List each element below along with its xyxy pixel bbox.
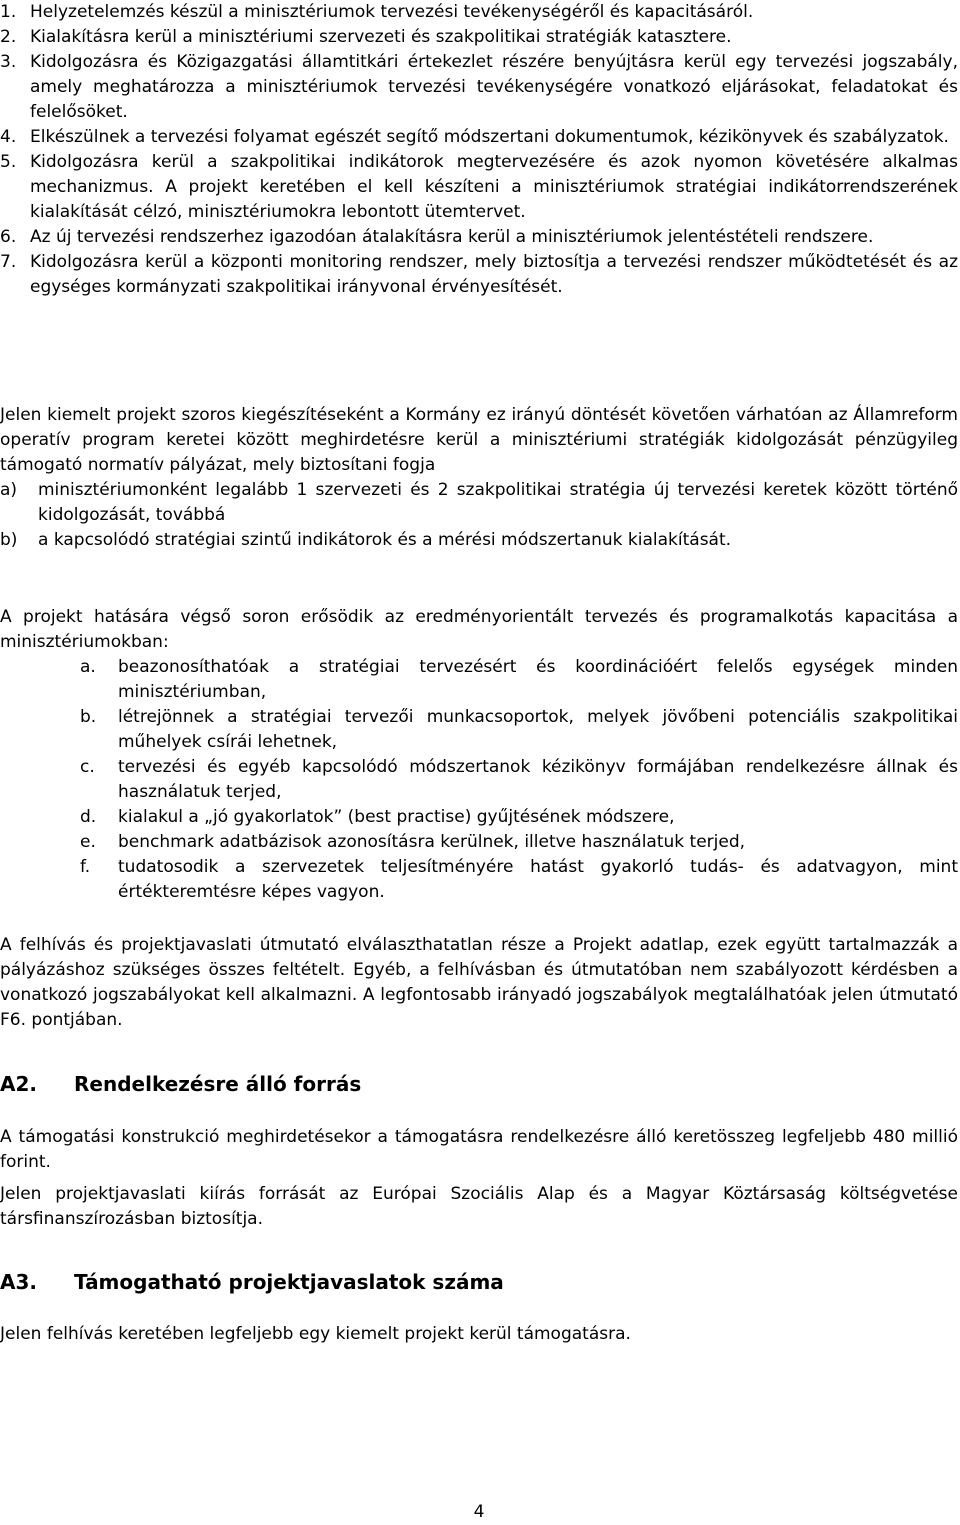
list-item xyxy=(0,125,958,150)
list-item xyxy=(80,830,958,855)
list-item xyxy=(80,655,958,705)
list-text: a kapcsolódó stratégiai szintű indikátorok és a mérési módszertanuk kialakítását. xyxy=(38,530,732,550)
numbered-list xyxy=(0,0,958,300)
list-text: benchmark adatbázisok azonosításra kerülnek, illetve használatuk terjed, xyxy=(118,832,746,852)
list-text: Kidolgozásra és Közigazgatási államtitkári értekezlet részére benyújtásra kerül egy tervezési jogszabály, amely meghatározza a minisztériumok tervezési tevékenységére vonatkozó eljárásokat, feladatokat és felelősöket. xyxy=(30,52,958,122)
list-item xyxy=(0,0,958,25)
list-text: Kidolgozásra kerül a központi monitoring rendszer, mely biztosítja a tervezési rendszer működtetését és az egységes kormányzati szakpolitikai irányvonal érvényesítését. xyxy=(30,252,958,297)
section-heading-a2 xyxy=(0,1072,361,1097)
list-item xyxy=(0,250,958,300)
list-text: Helyzetelemzés készül a minisztériumok tervezési tevékenységéről és kapacitásáról. xyxy=(30,2,754,22)
list-number: 5. xyxy=(0,152,17,172)
list-label: e. xyxy=(80,832,96,852)
list-text: tervezési és egyéb kapcsolódó módszertanok kézikönyv formájában rendelkezésre állnak és használatuk terjed, xyxy=(118,757,958,802)
list-item xyxy=(0,528,958,553)
list-item xyxy=(80,755,958,805)
list-label: a. xyxy=(80,657,96,677)
paragraph-projekt-szama xyxy=(0,1322,958,1347)
paragraph-kiemelt-projekt xyxy=(0,403,958,553)
list-item xyxy=(80,855,958,905)
lettered-list xyxy=(80,655,958,905)
list-text: tudatosodik a szervezetek teljesítményére hatást gyakorló tudás- és adatvagyon, mint értékteremtésre képes vagyon. xyxy=(118,857,958,902)
list-item xyxy=(0,50,958,125)
list-text: Az új tervezési rendszerhez igazodóan átalakításra kerül a minisztériumok jelentéstételi rendszere. xyxy=(30,227,874,247)
heading-title: Rendelkezésre álló forrás xyxy=(74,1072,362,1096)
list-item xyxy=(0,478,958,528)
paragraph-text: A támogatási konstrukció meghirdetésekor a támogatásra rendelkezésre álló keretösszeg legfeljebb 480 millió forint. xyxy=(0,1127,958,1172)
list-text: Kidolgozásra kerül a szakpolitikai indikátorok megtervezésére és azok nyomon követésére alkalmas mechanizmus. A projekt keretében el kell készíteni a minisztériumok stratégiai indikátorrendszerének kialakítását célzó, minisztériumokra lebontott ütemtervet. xyxy=(30,152,958,222)
list-item xyxy=(0,150,958,225)
list-number: 4. xyxy=(0,127,17,147)
list-text: beazonosíthatóak a stratégiai tervezésért és koordinációért felelős egységek minden minisztériumban, xyxy=(118,657,958,702)
paragraph-projekt-hatasa xyxy=(0,605,958,655)
list-label: c. xyxy=(80,757,95,777)
list-label: d. xyxy=(80,807,97,827)
section-heading-a3 xyxy=(0,1270,504,1295)
paragraph-tamogatasi-konstrukcio xyxy=(0,1125,958,1175)
list-item xyxy=(80,705,958,755)
list-number: 2. xyxy=(0,27,17,47)
list-label: b. xyxy=(80,707,97,727)
paragraph-felhivas xyxy=(0,933,958,1033)
heading-title: Támogatható projektjavaslatok száma xyxy=(74,1270,504,1294)
paragraph-text: Jelen projektjavaslati kiírás forrását az Európai Szociális Alap és a Magyar Köztársaság költségvetése társfinanszírozásban biztosítja. xyxy=(0,1184,958,1229)
list-number: 6. xyxy=(0,227,17,247)
list-item xyxy=(0,225,958,250)
paragraph-text: A projekt hatására végső soron erősödik az eredményorientált tervezés és programalkotás kapacitása a minisztériumokban: xyxy=(0,607,958,652)
list-label: a) xyxy=(0,480,18,500)
list-number: 7. xyxy=(0,252,17,272)
heading-number: A2. xyxy=(0,1072,37,1096)
list-text: létrejönnek a stratégiai tervezői munkacsoportok, melyek jövőbeni potenciális szakpolitikai műhelyek csírái lehetnek, xyxy=(118,707,958,752)
list-text: Kialakításra kerül a minisztériumi szervezeti és szakpolitikai stratégiák katasztere. xyxy=(30,27,732,47)
list-item xyxy=(0,25,958,50)
list-item xyxy=(80,805,958,830)
list-number: 1. xyxy=(0,2,17,22)
list-text: kialakul a „jó gyakorlatok” (best practise) gyűjtésének módszere, xyxy=(118,807,675,827)
list-label: b) xyxy=(0,530,18,550)
list-number: 3. xyxy=(0,52,17,72)
heading-number: A3. xyxy=(0,1270,37,1294)
list-text: Elkészülnek a tervezési folyamat egészét segítő módszertani dokumentumok, kézikönyvek és szabályzatok. xyxy=(30,127,949,147)
paragraph-text: Jelen felhívás keretében legfeljebb egy kiemelt projekt kerül támogatásra. xyxy=(0,1324,631,1344)
paragraph-text: Jelen kiemelt projekt szoros kiegészítéseként a Kormány ez irányú döntését követően várhatóan az Államreform operatív program keretei között meghirdetésre kerül a minisztériumi stratégiák kidolgozását pénzügyileg támogató normatív pályázat, mely biztosítani fogja xyxy=(0,405,958,475)
paragraph-text: A felhívás és projektjavaslati útmutató elválaszthatatlan része a Projekt adatlap, ezek együtt tartalmazzák a pályázáshoz szükséges összes feltételt. Egyéb, a felhívásban és útmutatóban nem szabályozott kérdésben a vonatkozó jogszabályokat kell alkalmazni. A legfontosabb irányadó jogszabályok megtalálhatóak jelen útmutató F6. pontjában. xyxy=(0,935,958,1030)
list-text: minisztériumonként legalább 1 szervezeti és 2 szakpolitikai stratégia új tervezési keretek között történő kidolgozását, továbbá xyxy=(38,480,958,525)
list-label: f. xyxy=(80,857,91,877)
page-number: 4 xyxy=(473,1502,485,1522)
paragraph-forras xyxy=(0,1182,958,1232)
